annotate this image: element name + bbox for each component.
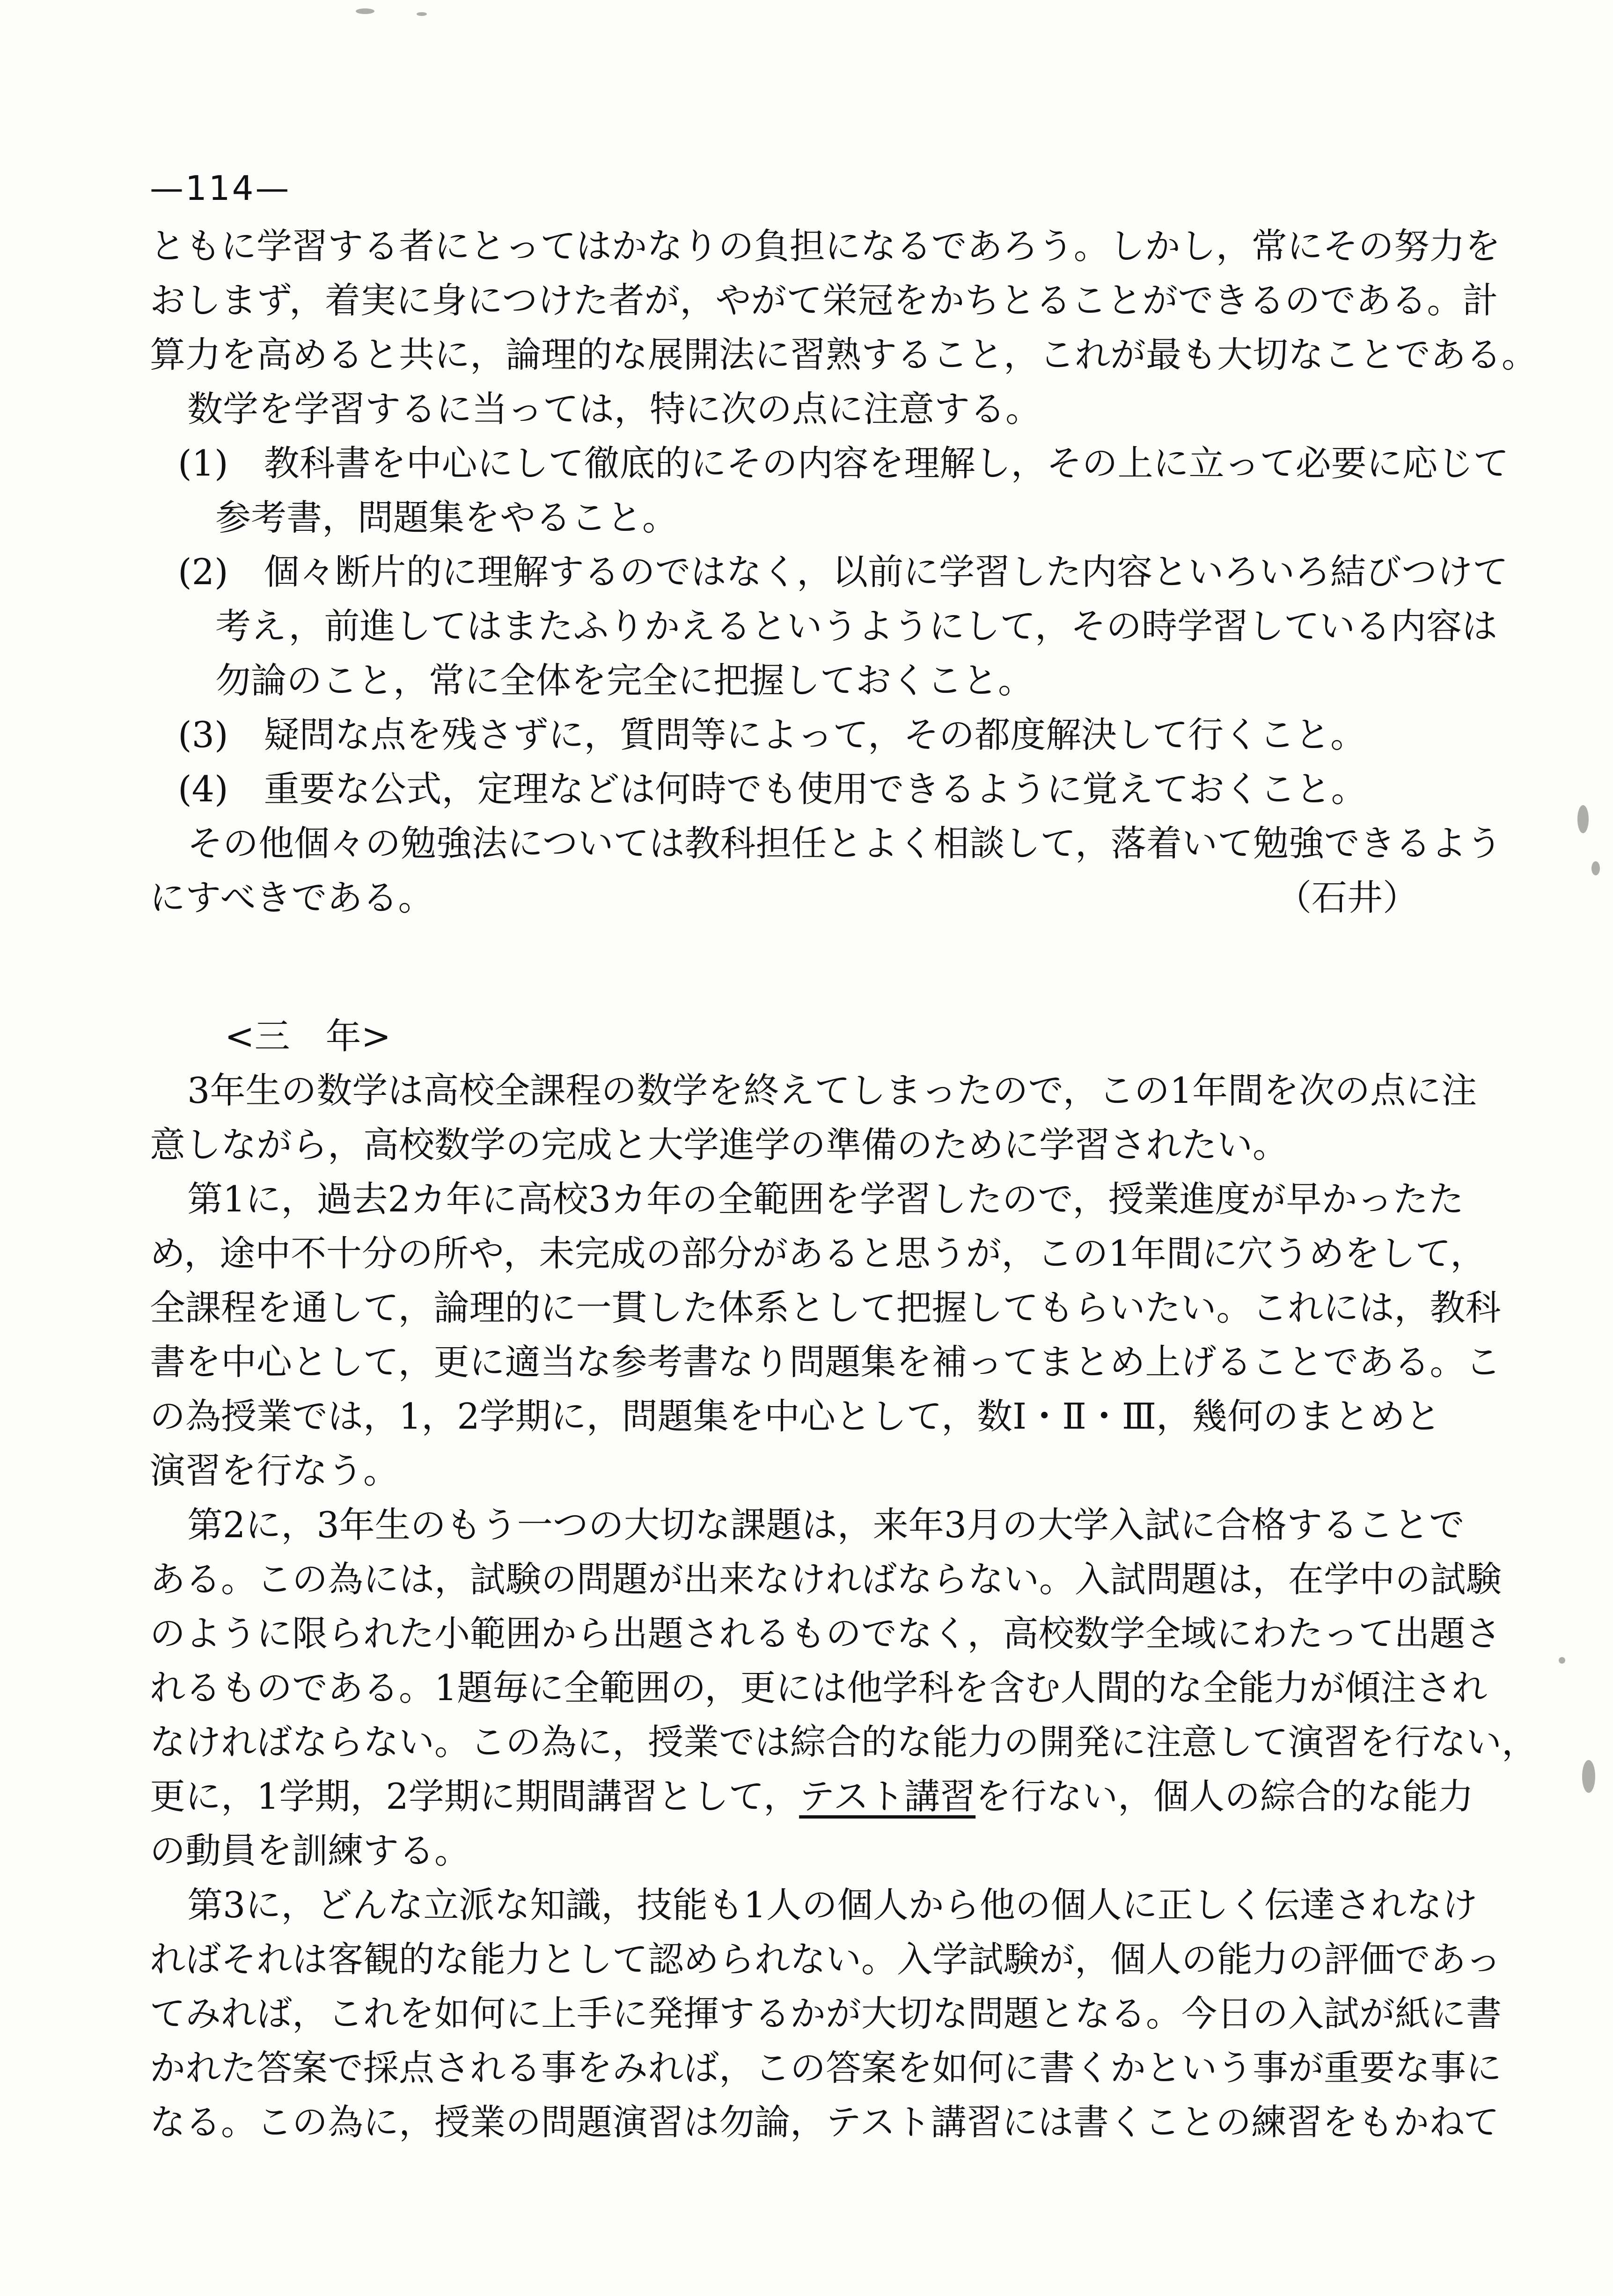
para3-line: 第2に，3年生のもう一つの大切な課題は，来年3月の大学入試に合格することで [187,1504,1465,1546]
scan-speck [417,12,427,16]
para2-line: 全課程を通して，論理的に一貫した体系として把握してもらいたい。これには，教科 [150,1287,1501,1328]
para3-line: れるものである。1題毎に全範囲の，更には他学科を含む人間的な全能力が傾注され [150,1667,1488,1709]
para3-line: なければならない。この為に，授業では綜合的な能力の開発に注意して演習を行ない， [150,1721,1537,1763]
para4-line: かれた答案で採点される事をみれば，この答案を如何に書くかという事が重要な事に [150,2047,1502,2089]
para2-line: 演習を行なう。 [150,1450,399,1491]
intro-line: ともに学習する者にとってはかなりの負担になるであろう。しかし，常にその努力を [150,225,1501,267]
para3-line [150,1769,1474,1824]
list-item-2-cont: 勿論のこと，常に全体を完全に把握しておくこと。 [215,660,1034,701]
section-gap [150,925,1460,1009]
para4-line: ればそれは客観的な能力として認められない。入学試験が，個人の能力の評価であっ [150,1938,1502,1980]
intro-line: おしまず，着実に身につけた者が，やがて栄冠をかちとることができるのである。計 [150,279,1498,321]
para3-text-after: を行ない，個人の綜合的な能力 [975,1775,1474,1817]
closing-line: にすべきである。 [150,877,434,918]
intro-line: 算力を高めると共に，論理的な展開法に習熟すること，これが最も大切なことである。 [150,334,1537,375]
para2-line: め，途中不十分の所や，未完成の部分があると思うが，この1年間に穴うめをして， [150,1232,1486,1274]
scan-speck [1577,805,1589,833]
list-item-1: (1) 教科書を中心にして徹底的にその内容を理解し，その上に立って必要に応じて [178,442,1509,484]
para3-line: ある。この為には，試験の問題が出来なければならない。入試問題は，在学中の試験 [150,1558,1502,1600]
para2-line: の為授業では，1，2学期に，問題集を中心として，数Ⅰ・Ⅱ・Ⅲ，幾何のまとめと [150,1395,1441,1437]
section-heading: <三 年> [225,1015,391,1057]
notice-lead: 数学を学習するに当っては，特に次の点に注意する。 [187,388,1041,430]
para1-line: 意しながら，高校数学の完成と大学進学の準備のために学習されたい。 [150,1124,1288,1166]
closing-line: その他個々の勉強法については教科担任とよく相談して，落着いて勉強できるよう [187,822,1502,864]
para4-line: 第3に，どんな立派な知識，技能も1人の個人から他の個人に正しく伝達されなけ [187,1884,1478,1926]
list-item-2-cont: 考え，前進してはまたふりかえるというようにして，その時学習している内容は [215,605,1498,647]
para3-line: の動員を訓練する。 [150,1830,470,1871]
closing-row [150,871,1460,925]
scan-speck [1582,1760,1595,1793]
para2-line: 書を中心として，更に適当な参考書なり問題集を補ってまとめ上げることである。こ [150,1341,1501,1383]
underlined-term: テスト講習 [799,1775,976,1817]
para2-line: 第1に，過去2カ年に高校3カ年の全範囲を学習したので，授業進度が早かったた [187,1178,1464,1220]
para4-line: てみれば，これを如何に上手に発揮するかが大切な問題となる。今日の入試が紙に書 [150,1993,1502,2034]
para3-line: のように限られた小範囲から出題されるものでなく，高校数学全域にわたって出題さ [150,1613,1501,1654]
para1-line: 3年生の数学は高校全課程の数学を終えてしまったので，この1年間を次の点に注 [187,1070,1477,1111]
para4-line: なる。この為に，授業の問題演習は勿論，テスト講習には書くことの練習をもかねて [150,2101,1500,2143]
list-item-2: (2) 個々断片的に理解するのではなく，以前に学習した内容といろいろ結びつけて [178,551,1509,593]
author-signature: （石井） [1276,877,1418,918]
para3-text-before: 更に，1学期，2学期に期間講習として， [150,1775,799,1817]
body-text [150,219,1537,2149]
page-number: —114— [150,169,291,208]
list-item-4: (4) 重要な公式，定理などは何時でも使用できるように覚えておくこと。 [178,768,1367,810]
list-item-3: (3) 疑問な点を残さずに，質問等によって，その都度解決して行くこと。 [178,714,1366,756]
list-item-1-cont: 参考書，問題集をやること。 [215,497,678,538]
scan-speck [1559,1657,1565,1664]
scan-speck [356,8,374,14]
scan-speck [1591,861,1600,875]
